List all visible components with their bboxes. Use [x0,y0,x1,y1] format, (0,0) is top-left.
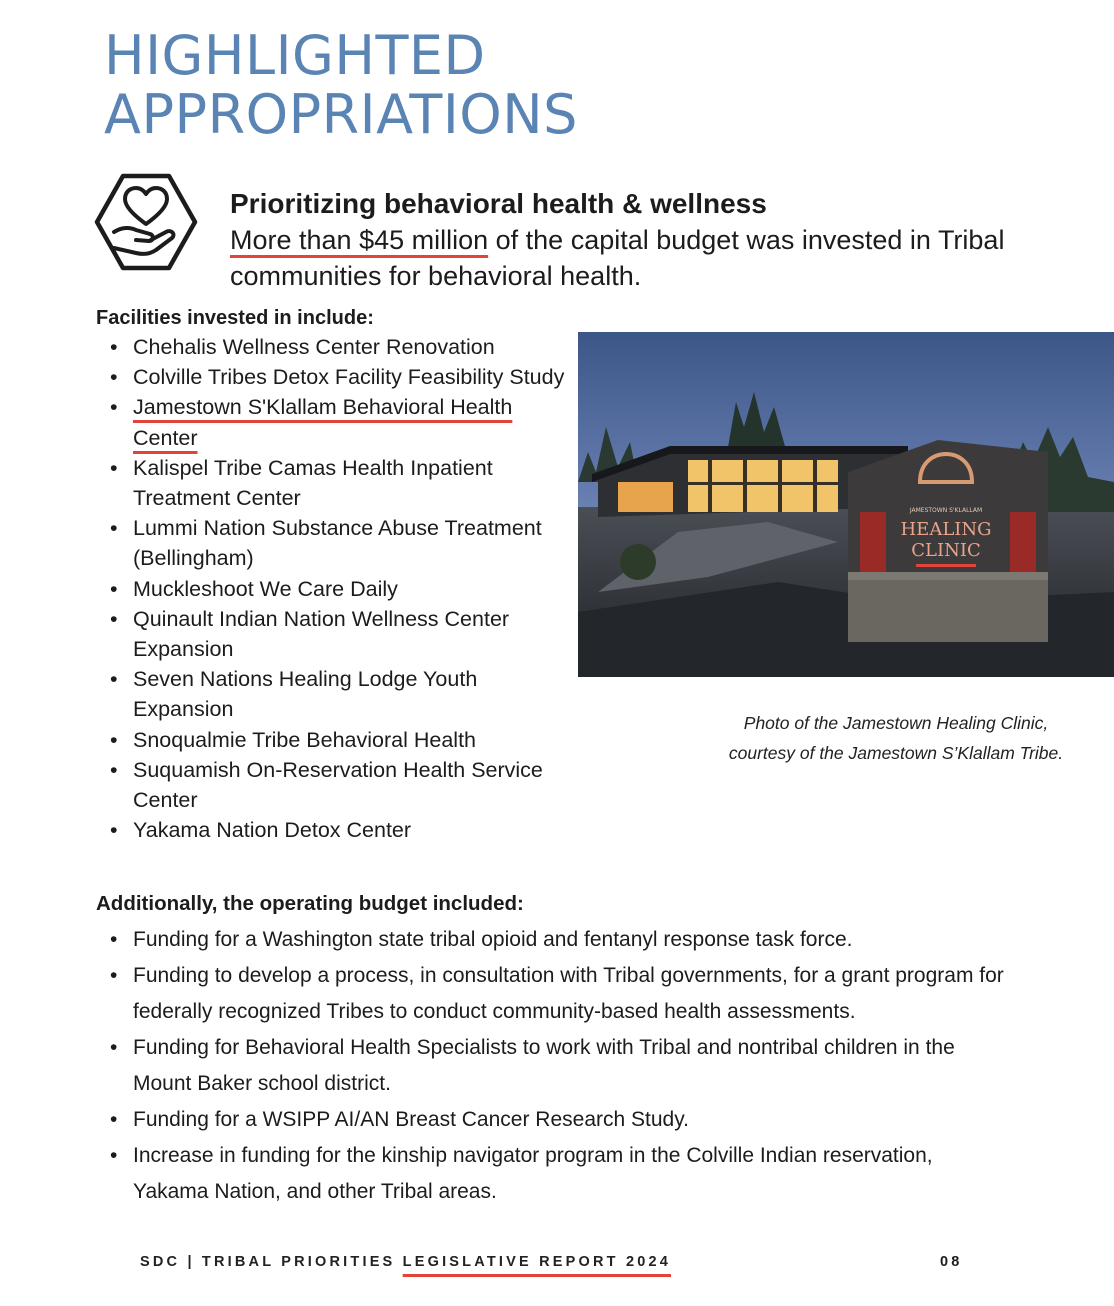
facilities-list [110,332,570,845]
heading-sub-rest: of the capital budget was invested in Tribal communities for behavioral health. [230,225,1005,291]
clinic-photo [578,332,1114,677]
list-item [110,392,570,452]
operating-list [110,922,1010,1210]
list-item: • Funding for a Washington state tribal opioid and fentanyl response task force. [110,922,1010,958]
page-title [104,26,578,144]
footer [140,1254,671,1270]
title-line-2: APPROPRIATIONS [104,83,578,146]
page-number: 08 [940,1254,963,1270]
list-item: • Snoqualmie Tribe Behavioral Health [110,725,570,755]
sign-small-text: JAMESTOWN S'KLALLAM [909,507,983,514]
heading-highlight: More than $45 million [230,225,489,255]
sign-line-1: HEALING [900,519,992,540]
list-item: • Muckleshoot We Care Daily [110,574,570,604]
section-heading [230,186,1090,294]
list-item: • Colville Tribes Detox Facility Feasibility Study [110,362,570,392]
list-item: • Chehalis Wellness Center Renovation [110,332,570,362]
photo-caption [690,708,1102,768]
facilities-label: Facilities invested in include: [96,307,374,329]
sign-line-2: CLINIC [911,540,981,561]
list-item: • Funding to develop a process, in consultation with Tribal governments, for a grant program for federally recognized Tribes to conduct community-based health assessments. [110,958,1010,1030]
footer-highlight: LEGISLATIVE REPORT 2024 [402,1254,671,1270]
heading-title: Prioritizing behavioral health & wellness [230,188,767,219]
list-item: • Funding for Behavioral Health Specialists to work with Tribal and nontribal children in the Mount Baker school district. [110,1030,1010,1102]
list-item: • Lummi Nation Substance Abuse Treatment (Bellingham) [110,513,570,573]
operating-label: Additionally, the operating budget included: [96,892,524,915]
title-line-1: HIGHLIGHTED [104,24,486,87]
list-item: • Yakama Nation Detox Center [110,815,570,845]
caption-line-1: Photo of the Jamestown Healing Clinic, [743,713,1049,733]
list-item: • Suquamish On-Reservation Health Service Center [110,755,570,815]
highlighted-facility: Jamestown S'Klallam Behavioral Health Center [133,395,513,450]
list-item: • Quinault Indian Nation Wellness Center Expansion [110,604,570,664]
list-item: • Funding for a WSIPP AI/AN Breast Cancer Research Study. [110,1102,1010,1138]
heart-in-hand-icon [92,172,200,272]
heading-subtitle [230,222,1090,294]
list-item: • Kalispel Tribe Camas Health Inpatient Treatment Center [110,453,570,513]
list-item: • Increase in funding for the kinship navigator program in the Colville Indian reservation, Yakama Nation, and other Tribal areas. [110,1138,1010,1210]
caption-line-2: courtesy of the Jamestown S’Klallam Tribe. [728,743,1064,763]
footer-prefix: SDC | TRIBAL PRIORITIES [140,1254,403,1270]
list-item: • Seven Nations Healing Lodge Youth Expansion [110,664,570,724]
